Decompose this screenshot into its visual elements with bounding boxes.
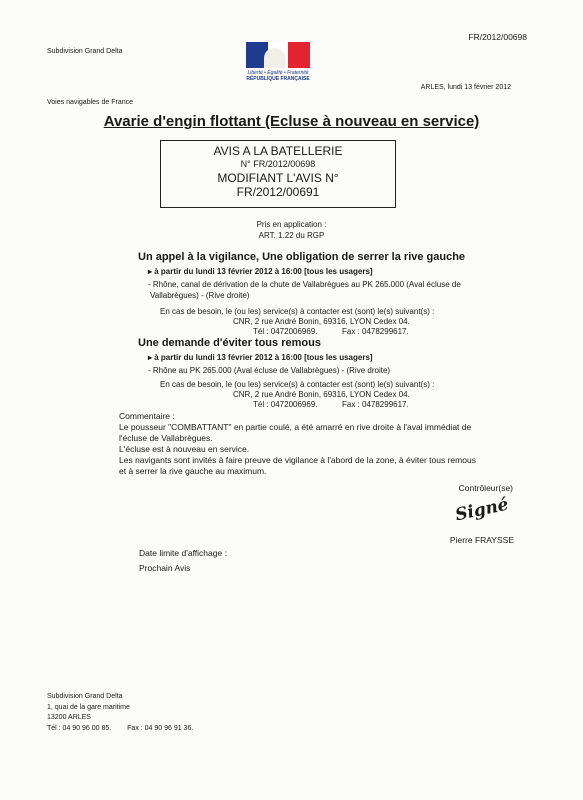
application-ref: ART. 1.22 du RGP <box>258 231 325 240</box>
page-title: Avarie d'engin flottant (Ecluse à nouveau en service) <box>103 113 480 130</box>
logo-motto: Liberté • Égalité • Fraternité <box>247 70 309 76</box>
subdivision-name: Subdivision Grand Delta <box>47 48 123 55</box>
section-2-date: ▸ à partir du lundi 13 février 2012 à 16:00 [tous les usagers] <box>148 353 373 362</box>
comment-block <box>119 411 519 477</box>
application-block <box>0 219 583 241</box>
section-1-location-1: - Rhône, canal de dérivation de la chute de Vallabrègues au PK 265.000 (Aval écluse de <box>148 280 461 289</box>
section-1-date: ▸ à partir du lundi 13 février 2012 à 16:00 [tous les usagers] <box>148 267 373 276</box>
section-2-location-1: - Rhône au PK 265.000 (Aval écluse de Vallabrègues) - (Rive droite) <box>148 366 391 375</box>
avis-line-4: FR/2012/00691 <box>236 185 320 199</box>
section-2-contact-address: CNR, 2 rue André Bonin, 69316, LYON Cedex 04. <box>233 390 410 399</box>
section-1-heading: Un appel à la vigilance, Une obligation de serrer la rive gauche <box>138 251 466 263</box>
avis-line-1: AVIS A LA BATELLERIE <box>213 144 343 158</box>
avis-line-2: N° FR/2012/00698 <box>240 159 316 169</box>
next-notice-label: Prochain Avis <box>139 563 191 573</box>
footer-phone: Tél : 04 90 96 00 85. <box>47 724 112 732</box>
section-1-contact-address: CNR, 2 rue André Bonin, 69316, LYON Cedex 04. <box>233 317 410 326</box>
section-2-contact-phone: Tél : 0472006969. <box>253 400 318 409</box>
section-1-contact-fax: Fax : 0478299617. <box>342 327 409 336</box>
avis-line-3: MODIFIANT L'AVIS N° <box>217 171 339 185</box>
section-1-contact-phone: Tél : 0472006969. <box>253 327 318 336</box>
date-limit-label: Date limite d'affichage : <box>139 548 227 558</box>
tricolor-flag-icon <box>246 42 310 68</box>
footer-fax: Fax : 04 90 96 91 36. <box>127 724 194 732</box>
comment-line-4: Les navigants sont invités à faire preuve de vigilance à l'abord de la zone, à éviter tous remous <box>119 455 476 465</box>
footer-address <box>47 692 193 734</box>
avis-box <box>160 140 396 208</box>
logo-republic: RÉPUBLIQUE FRANÇAISE <box>246 76 310 82</box>
footer-org: Subdivision Grand Delta <box>47 693 123 700</box>
footer-address-2: 13200 ARLES <box>47 714 91 721</box>
section-2-contact-fax: Fax : 0478299617. <box>342 400 409 409</box>
comment-line-5: et à serrer la rive gauche au maximum. <box>119 466 267 476</box>
document-reference: FR/2012/00698 <box>468 32 527 42</box>
comment-line-2: l'écluse de Vallabrègues. <box>119 433 213 443</box>
application-label: Pris en application : <box>256 220 327 229</box>
signer-name: Pierre FRAYSSE <box>449 535 514 545</box>
signed-stamp: Signé <box>453 494 511 526</box>
comment-line-1: Le pousseur "COMBATTANT" en partie coulé, a été amarré en rive droite à l'aval immédiat de <box>119 422 472 432</box>
comment-line-3: L'écluse est à nouveau en service. <box>119 444 250 454</box>
signer-role: Contrôleur(se) <box>458 483 513 493</box>
marianne-logo <box>242 42 314 82</box>
section-1-contact-intro: En cas de besoin, le (ou les) service(s) à contacter est (sont) le(s) suivant(s) : <box>160 307 435 316</box>
comment-label: Commentaire : <box>119 411 175 421</box>
section-2-contact-intro: En cas de besoin, le (ou les) service(s) à contacter est (sont) le(s) suivant(s) : <box>160 380 435 389</box>
place-date: ARLES, lundi 13 février 2012 <box>420 84 511 91</box>
footer-address-1: 1, quai de la gare maritime <box>47 703 130 711</box>
footer-contact <box>47 724 193 735</box>
section-1-location-2: Vallabrègues) - (Rive droite) <box>150 291 250 300</box>
organisation-name: Voies navigables de France <box>47 99 133 106</box>
section-2-heading: Une demande d'éviter tous remous <box>138 337 321 349</box>
